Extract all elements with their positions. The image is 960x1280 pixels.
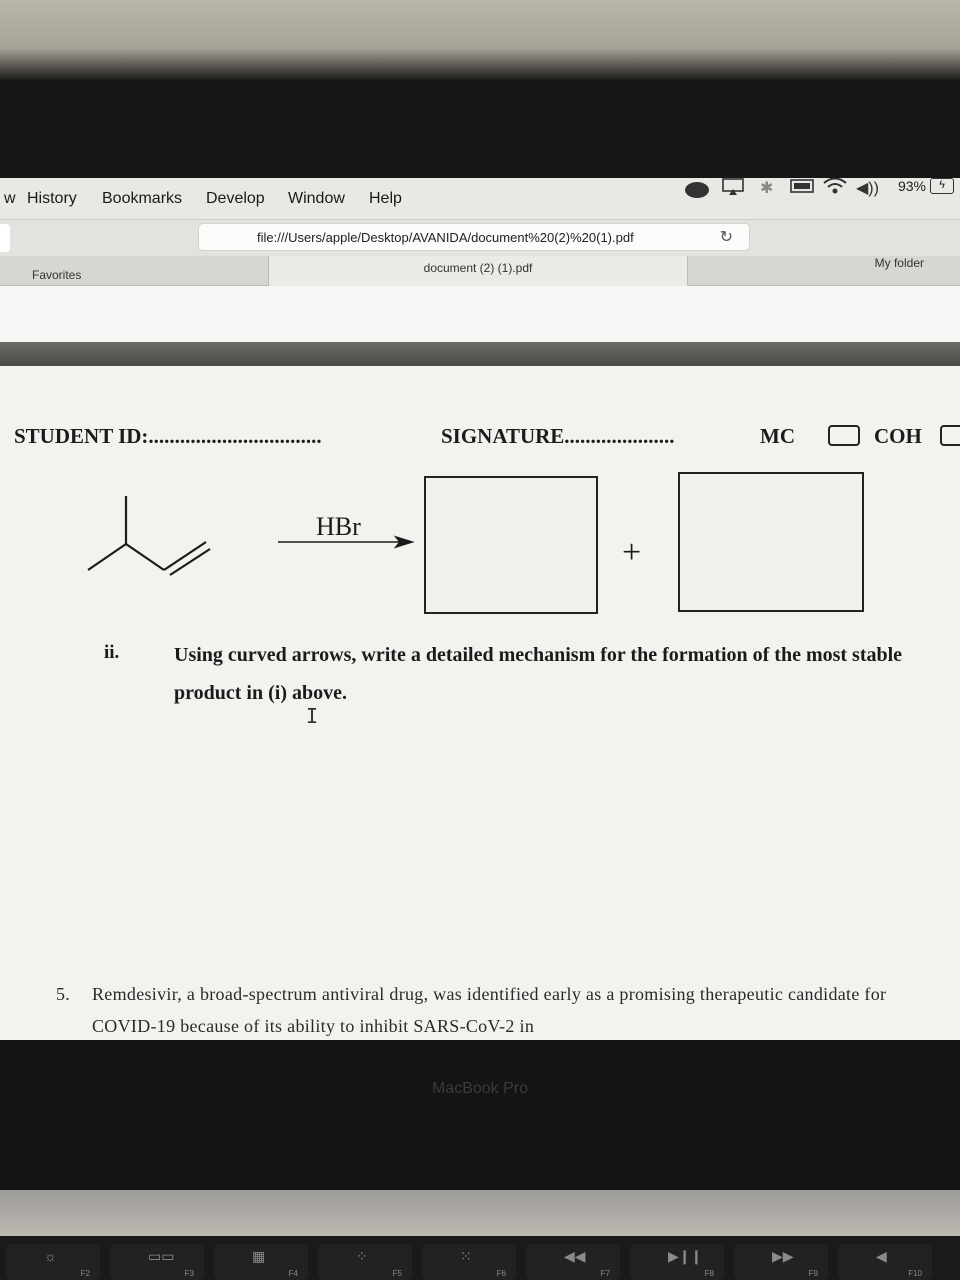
creative-cloud-icon[interactable] [684,180,710,205]
coh-label: COH [874,424,922,448]
mc-checkbox[interactable] [828,425,860,446]
tab-document[interactable] [268,256,688,286]
screen-bezel-bottom [0,1040,960,1190]
student-id-label: STUDENT ID:................................. [14,424,322,448]
function-key-f7[interactable] [526,1244,620,1280]
browser-toolbar [0,220,960,256]
tab-bar [0,256,960,286]
content-top-area [0,286,960,342]
exam-header [14,424,960,456]
reagent-label: HBr [316,512,361,541]
text-cursor-icon: I [306,704,319,728]
reload-icon[interactable]: ↻ [719,229,733,246]
plus-sign: + [622,534,642,571]
pdf-page[interactable] [0,366,960,1040]
alkene-structure [88,496,210,575]
battery-percentage: 93% [897,178,926,194]
airplay-icon[interactable] [722,178,744,201]
battery-icon[interactable]: ϟ [930,178,954,194]
question-5-text: Remdesivir, a broad-spectrum antiviral drug, was identified early as a promising therapeutic candidate for COVID-19 because of its ability to inhibit SARS-CoV-2 in [92,984,887,1036]
function-key-icon: ⁙ [460,1248,472,1264]
function-key-f6[interactable] [422,1244,516,1280]
function-key-f5[interactable] [318,1244,412,1280]
product-box-1[interactable] [424,476,598,614]
function-key-label: F3 [184,1269,194,1278]
bluetooth-icon[interactable]: ✱ [760,180,774,197]
function-key-icon: ⁘ [356,1248,368,1264]
function-key-f4[interactable] [214,1244,308,1280]
function-key-f8[interactable] [630,1244,724,1280]
function-key-icon: ▭▭ [148,1248,175,1264]
function-key-label: F9 [808,1269,818,1278]
coh-checkbox[interactable] [940,425,960,446]
function-key-icon: ◀◀ [564,1248,586,1264]
sidebar-button-edge[interactable] [0,224,10,252]
menu-history[interactable]: History [27,190,77,207]
menu-bar [0,178,960,220]
function-key-label: F8 [704,1269,714,1278]
laptop-body [0,1190,960,1236]
function-key-f3[interactable] [110,1244,204,1280]
function-key-f10[interactable] [838,1244,932,1280]
screen [0,178,960,1040]
memory-icon[interactable] [790,178,814,199]
address-bar-url: file:///Users/apple/Desktop/AVANIDA/document%20(2)%20(1).pdf [257,230,634,245]
function-key-label: F6 [496,1269,506,1278]
question-number: ii. [104,642,120,663]
function-key-icon: ▦ [252,1248,266,1264]
signature-label: SIGNATURE..................... [441,424,675,448]
menu-help[interactable]: Help [369,190,402,207]
function-key-f2[interactable] [6,1244,100,1280]
mc-label: MC [760,424,795,448]
tab-my-folder[interactable] [688,256,960,286]
tab-my-folder-label: My folder [874,256,924,270]
keyboard [0,1236,960,1280]
question-text: Using curved arrows, write a detailed mechanism for the formation of the most stable product in (i) above. [174,644,903,704]
function-key-icon: ◀ [876,1248,887,1264]
wifi-icon[interactable] [822,178,848,201]
menu-bookmarks[interactable]: Bookmarks [102,190,183,207]
function-key-f9[interactable] [734,1244,828,1280]
function-key-label: F5 [392,1269,402,1278]
function-key-label: F10 [908,1269,922,1278]
function-key-label: F4 [288,1269,298,1278]
menu-develop[interactable]: Develop [206,190,265,207]
pdf-page-separator [0,342,960,366]
tab-document-label: document (2) (1).pdf [423,261,533,275]
volume-icon[interactable]: ◀)) [856,180,879,197]
function-key-label: F2 [80,1269,90,1278]
menu-window[interactable]: Window [288,190,345,207]
desk-background [0,0,960,80]
screen-bezel-top [0,80,960,180]
device-brand: MacBook Pro [431,1080,529,1097]
tab-favorites[interactable] [0,256,268,286]
product-box-2[interactable] [678,472,864,612]
function-key-icon: ▶❙❙ [668,1248,703,1264]
question-5-number: 5. [56,984,71,1004]
function-key-icon: ☼ [44,1248,57,1264]
function-key-icon: ▶▶ [772,1248,794,1264]
tab-favorites-label: Favorites [32,268,82,282]
function-key-label: F7 [600,1269,610,1278]
address-bar[interactable] [198,223,750,251]
view-menu-edge[interactable]: w [4,190,16,207]
